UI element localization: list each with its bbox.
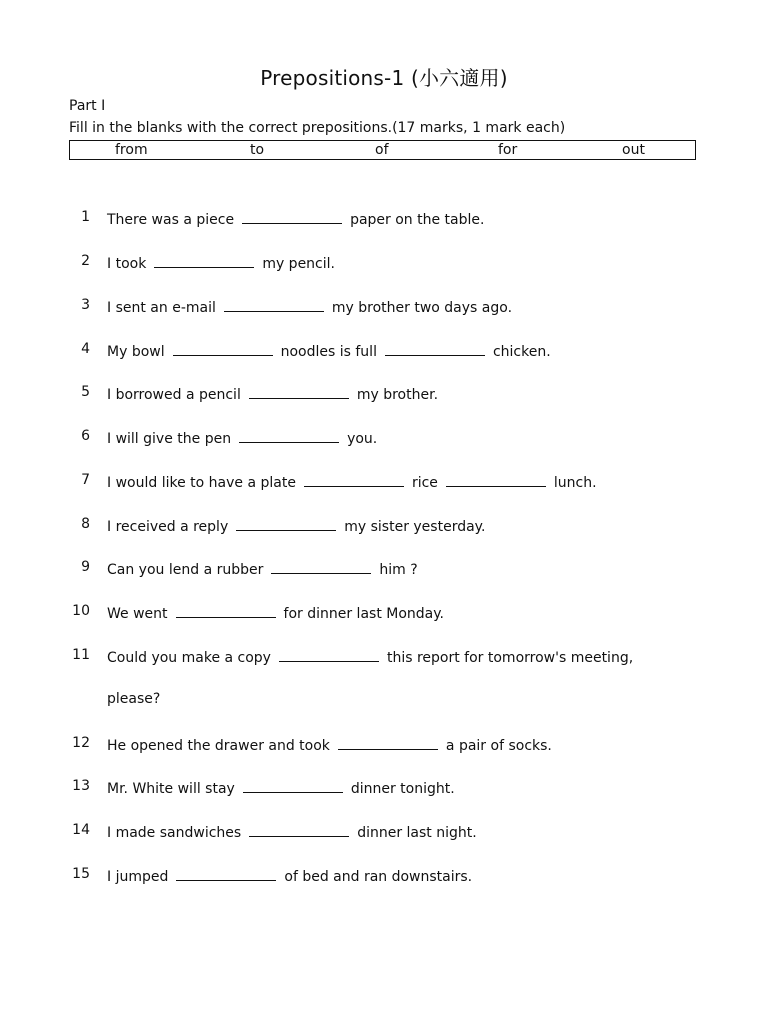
question-text: I will give the pen you. [107, 428, 377, 447]
question-text: There was a piece paper on the table. [107, 209, 484, 228]
question-number: 1 [81, 209, 90, 225]
part-label: Part I [69, 98, 106, 114]
question-text: I would like to have a plate rice lunch. [107, 472, 597, 491]
question-text: I received a reply my sister yesterday. [107, 516, 485, 535]
answer-blank[interactable] [239, 428, 339, 443]
question-number: 5 [81, 384, 90, 400]
question-row [0, 209, 768, 233]
question-number: 15 [72, 866, 90, 882]
question-row [0, 516, 768, 540]
question-text: He opened the drawer and took a pair of socks. [107, 735, 552, 754]
answer-blank[interactable] [249, 384, 349, 399]
answer-blank[interactable] [176, 866, 276, 881]
question-text: I borrowed a pencil my brother. [107, 384, 438, 403]
answer-blank[interactable] [304, 472, 404, 487]
question-row [0, 559, 768, 583]
answer-blank[interactable] [249, 822, 349, 837]
question-number: 12 [72, 735, 90, 751]
answer-blank[interactable] [224, 297, 324, 312]
worksheet-title: Prepositions-1 (小六適用) [260, 66, 508, 90]
question-row [0, 603, 768, 627]
question-number: 14 [72, 822, 90, 838]
question-row [0, 735, 768, 759]
answer-blank[interactable] [338, 735, 438, 750]
question-text: I made sandwiches dinner last night. [107, 822, 477, 841]
question-number: 10 [72, 603, 90, 619]
question-row [0, 472, 768, 496]
word-bank-item: to [250, 142, 265, 158]
answer-blank[interactable] [446, 472, 546, 487]
answer-blank[interactable] [173, 341, 273, 356]
answer-blank[interactable] [385, 341, 485, 356]
question-number: 7 [81, 472, 90, 488]
question-text: I took my pencil. [107, 253, 335, 272]
answer-blank[interactable] [242, 209, 342, 224]
question-text: I sent an e-mail my brother two days ago. [107, 297, 512, 316]
question-row [0, 866, 768, 890]
question-row [0, 253, 768, 277]
word-bank-item: from [115, 142, 148, 158]
question-continuation: please? [107, 691, 161, 707]
answer-blank[interactable] [176, 603, 276, 618]
instructions: Fill in the blanks with the correct prepositions.(17 marks, 1 mark each) [69, 120, 566, 136]
question-text: Can you lend a rubber him ? [107, 559, 418, 578]
question-number: 3 [81, 297, 90, 313]
question-number: 9 [81, 559, 90, 575]
answer-blank[interactable] [236, 516, 336, 531]
question-text: Mr. White will stay dinner tonight. [107, 778, 455, 797]
question-number: 2 [81, 253, 90, 269]
question-row [0, 778, 768, 802]
answer-blank[interactable] [243, 778, 343, 793]
question-row [0, 384, 768, 408]
question-text: My bowl noodles is full chicken. [107, 341, 551, 360]
answer-blank[interactable] [279, 647, 379, 662]
answer-blank[interactable] [271, 559, 371, 574]
word-bank-item: of [375, 142, 389, 158]
question-text: I jumped of bed and ran downstairs. [107, 866, 472, 885]
answer-blank[interactable] [154, 253, 254, 268]
question-row [0, 822, 768, 846]
question-row [0, 297, 768, 321]
question-text: Could you make a copy this report for tomorrow's meeting, [107, 647, 633, 666]
question-number: 4 [81, 341, 90, 357]
word-bank-item: out [622, 142, 645, 158]
question-row [0, 428, 768, 452]
question-number: 13 [72, 778, 90, 794]
question-row [0, 341, 768, 365]
question-number: 11 [72, 647, 90, 663]
question-number: 6 [81, 428, 90, 444]
word-bank-item: for [498, 142, 518, 158]
question-number: 8 [81, 516, 90, 532]
question-row [0, 647, 768, 671]
word-bank-box [69, 140, 696, 160]
question-text: We went for dinner last Monday. [107, 603, 444, 622]
